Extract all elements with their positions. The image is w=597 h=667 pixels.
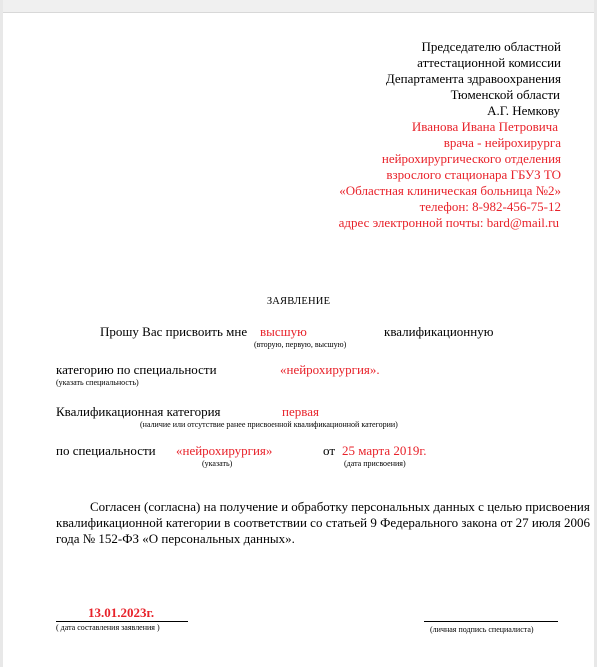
application-date-hint: ( дата составления заявления ) (56, 623, 160, 632)
viewer-left-border (0, 0, 3, 667)
recipient-line: Департамента здравоохранения (385, 71, 561, 86)
application-date: 13.01.2023г. (88, 605, 155, 620)
category-hint: (вторую, первую, высшую) (254, 340, 347, 349)
consent-line: квалификационной категории в соответствии со статьей 9 Федерального закона от 27 июля 2006 (56, 515, 590, 530)
current-category-value: первая (282, 404, 319, 419)
applicant-line: врача - нейрохирурга (443, 135, 561, 150)
request-lead: Прошу Вас присвоить мне (100, 324, 248, 339)
current-category-hint: (наличие или отсутствие ранее присвоенной квалификационной категории) (140, 420, 398, 429)
viewer-top-border (0, 0, 597, 13)
signature-line (424, 621, 558, 622)
document-title: ЗАЯВЛЕНИЕ (266, 296, 331, 307)
applicant-line: нейрохирургического отделения (381, 151, 561, 166)
assignment-date: 25 марта 2019г. (342, 443, 427, 458)
consent-line: года № 152-ФЗ «О персональных данных». (56, 531, 295, 546)
request-tail: квалификационную (384, 324, 494, 339)
applicant-line: «Областная клиническая больница №2» (339, 183, 561, 198)
specialty-label: категорию по специальности (56, 362, 217, 377)
specialty-hint: (указать специальность) (56, 378, 139, 387)
recipient-line: Тюменской области (450, 87, 560, 102)
signature-hint: (личная подпись специалиста) (430, 625, 534, 634)
consent-line: Согласен (согласна) на получение и обработку персональных данных с целью присвоения (90, 499, 590, 514)
specialty-value: «нейрохирургия». (280, 362, 380, 377)
current-category-label: Квалификационная категория (56, 404, 221, 419)
requested-category: высшую (260, 324, 307, 339)
document-page (4, 13, 593, 667)
current-specialty-value: «нейрохирургия» (176, 443, 273, 458)
recipient-line: А.Г. Немкову (487, 103, 560, 118)
applicant-line: телефон: 8-982-456-75-12 (419, 199, 561, 214)
from-label: от (323, 443, 336, 458)
date-underline (56, 621, 188, 622)
current-specialty-label: по специальности (56, 443, 156, 458)
applicant-line: Иванова Ивана Петровича (411, 119, 558, 134)
applicant-line: взрослого стационара ГБУЗ ТО (386, 167, 561, 182)
recipient-line: аттестационной комиссии (417, 55, 561, 70)
date-hint: (дата присвоения) (344, 459, 406, 468)
applicant-line: адрес электронной почты: bard@mail.ru (338, 215, 559, 230)
specialty-short-hint: (указать) (202, 459, 233, 468)
recipient-line: Председателю областной (421, 39, 561, 54)
